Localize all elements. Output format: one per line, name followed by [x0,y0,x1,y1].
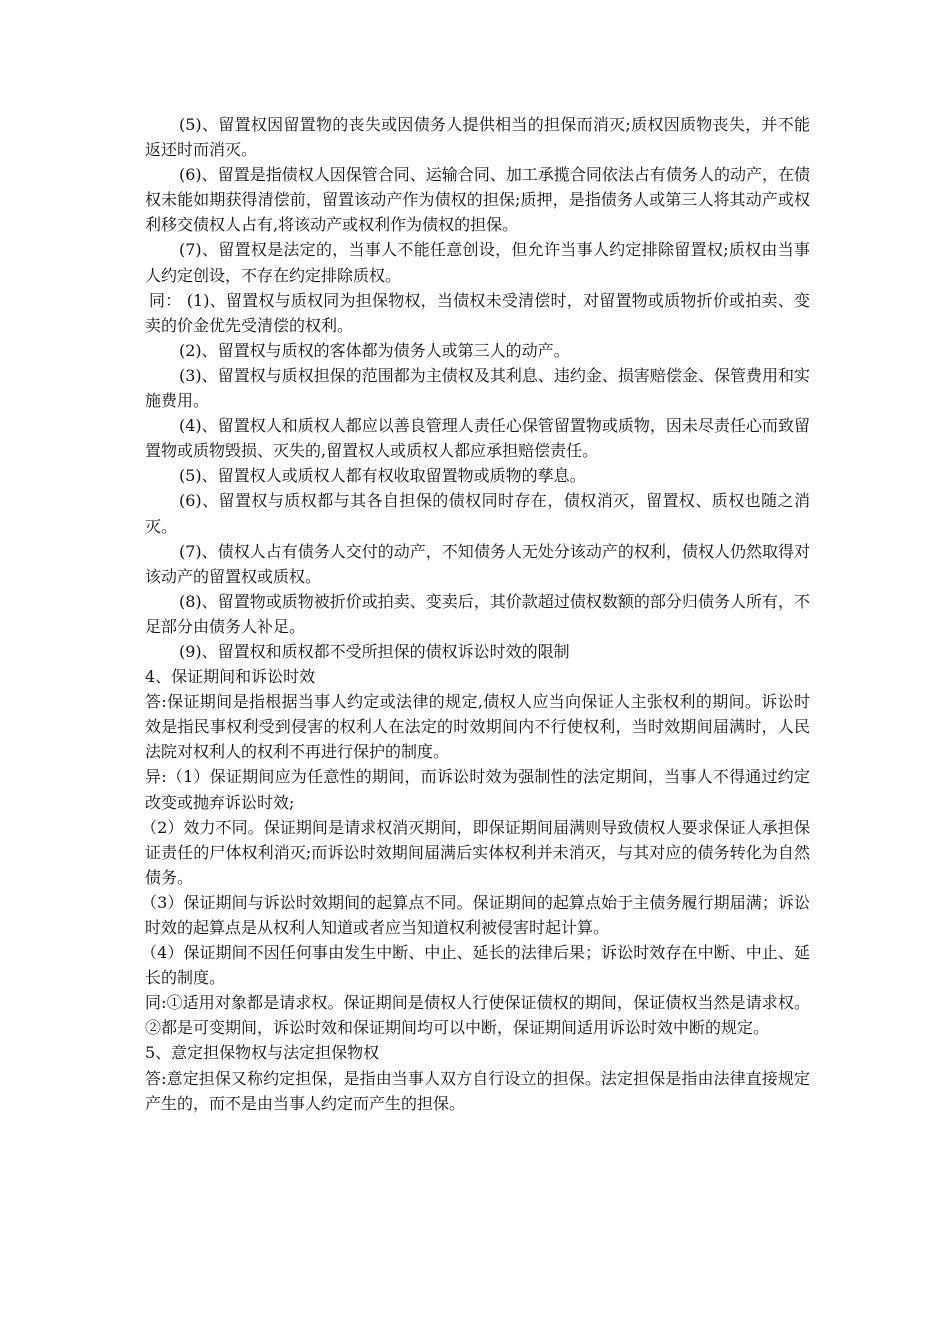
section-heading-5: 5、意定担保物权与法定担保物权 [145,1043,380,1063]
paragraph-5-extinction: (5)、留置权因留置物的丧失或因债务人提供相当的担保而消灭;质权因质物丧失，并不能返还时而消灭。 [145,115,810,160]
paragraph-similarity-2: (2)、留置权与质权的客体都为债务人或第三人的动产。 [179,340,570,360]
paragraph-similarity-9: (9)、留置权和质权都不受所担保的债权诉讼时效的限制 [179,641,570,661]
paragraph-difference-4: （4）保证期间不因任何事由发生中断、中止、延长的法律后果；诉讼时效存在中断、中止、延长的制度。 [141,943,810,988]
paragraph-similarity-4: (4)、留置权人和质权人都应以善良管理人责任心保管留置物或质物，因未尽责任心而致留置物或质物毁损、灭失的,留置权人或质权人都应承担赔偿责任。 [145,416,810,461]
paragraph-6-definition: (6)、留置是指债权人因保管合同、运输合同、加工承揽合同依法占有债务人的动产，在债权未能如期获得清偿前，留置该动产作为债权的担保;质押，是指债务人或第三人将其动产或权利移交债权人占有,将该动产或权利作为债权的担保。 [145,165,810,235]
paragraph-answer-5: 答:意定担保又称约定担保，是指由当事人双方自行设立的担保。法定担保是指由法律直接规定产生的，而不是由当事人约定而产生的担保。 [145,1068,810,1113]
paragraph-similarity-8: (8)、留置物或质物被折价或拍卖、变卖后，其价款超过债权数额的部分归债务人所有，不足部分由债务人补足。 [145,591,810,636]
paragraph-similarity-6: (6)、留置权与质权都与其各自担保的债权同时存在，债权消灭，留置权、质权也随之消灭。 [145,491,810,536]
paragraph-similarity-1: 同： (1)、留置权与质权同为担保物权，当债权未受清偿时，对留置物或质物折价或拍卖、变卖的价金优先受清偿的权利。 [145,290,810,335]
paragraph-similarity-5: (5)、留置权人或质权人都有权收取留置物或质物的孳息。 [179,466,586,486]
paragraph-difference-2: （2）效力不同。保证期间是请求权消灭期间，即保证期间届满则导致债权人要求保证人承担保证责任的尸体权利消灭;而诉讼时效期间届满后实体权利并未消灭，与其对应的债务转化为自然债务。 [141,817,810,887]
paragraph-similarity-summary: 同:①适用对象都是请求权。保证期间是债权人行使保证债权的期间，保证债权当然是请求权。②都是可变期间，诉讼时效和保证期间均可以中断，保证期间适用诉讼时效中断的规定。 [145,993,810,1038]
paragraph-similarity-3: (3)、留置权与质权担保的范围都为主债权及其利息、违约金、损害赔偿金、保管费用和实施费用。 [145,365,810,411]
section-heading-4: 4、保证期间和诉讼时效 [145,667,316,687]
paragraph-answer-4: 答:保证期间是指根据当事人约定或法律的规定,债权人应当向保证人主张权利的期间。诉讼时效是指民事权利受到侵害的权利人在法定的时效期间内不行使权利，当时效期间届满时，人民法院对权利人的权利不再进行保护的制度。 [145,692,810,762]
paragraph-difference-1: 异:（1）保证期间应为任意性的期间，而诉讼时效为强制性的法定期间，当事人不得通过约定改变或抛弃诉讼时效; [145,767,810,812]
paragraph-difference-3: （3）保证期间与诉讼时效期间的起算点不同。保证期间的起算点始于主债务履行期届满；诉讼时效的起算点是从权利人知道或者应当知道权利被侵害时起计算。 [141,892,810,937]
document-page [141,112,810,1116]
paragraph-similarity-7: (7)、债权人占有债务人交付的动产，不知债务人无处分该动产的权利，债权人仍然取得对该动产的留置权或质权。 [145,541,810,586]
paragraph-7-statutory: (7)、留置权是法定的，当事人不能任意创设，但允许当事人约定排除留置权;质权由当事人约定创设，不存在约定排除质权。 [145,240,810,285]
